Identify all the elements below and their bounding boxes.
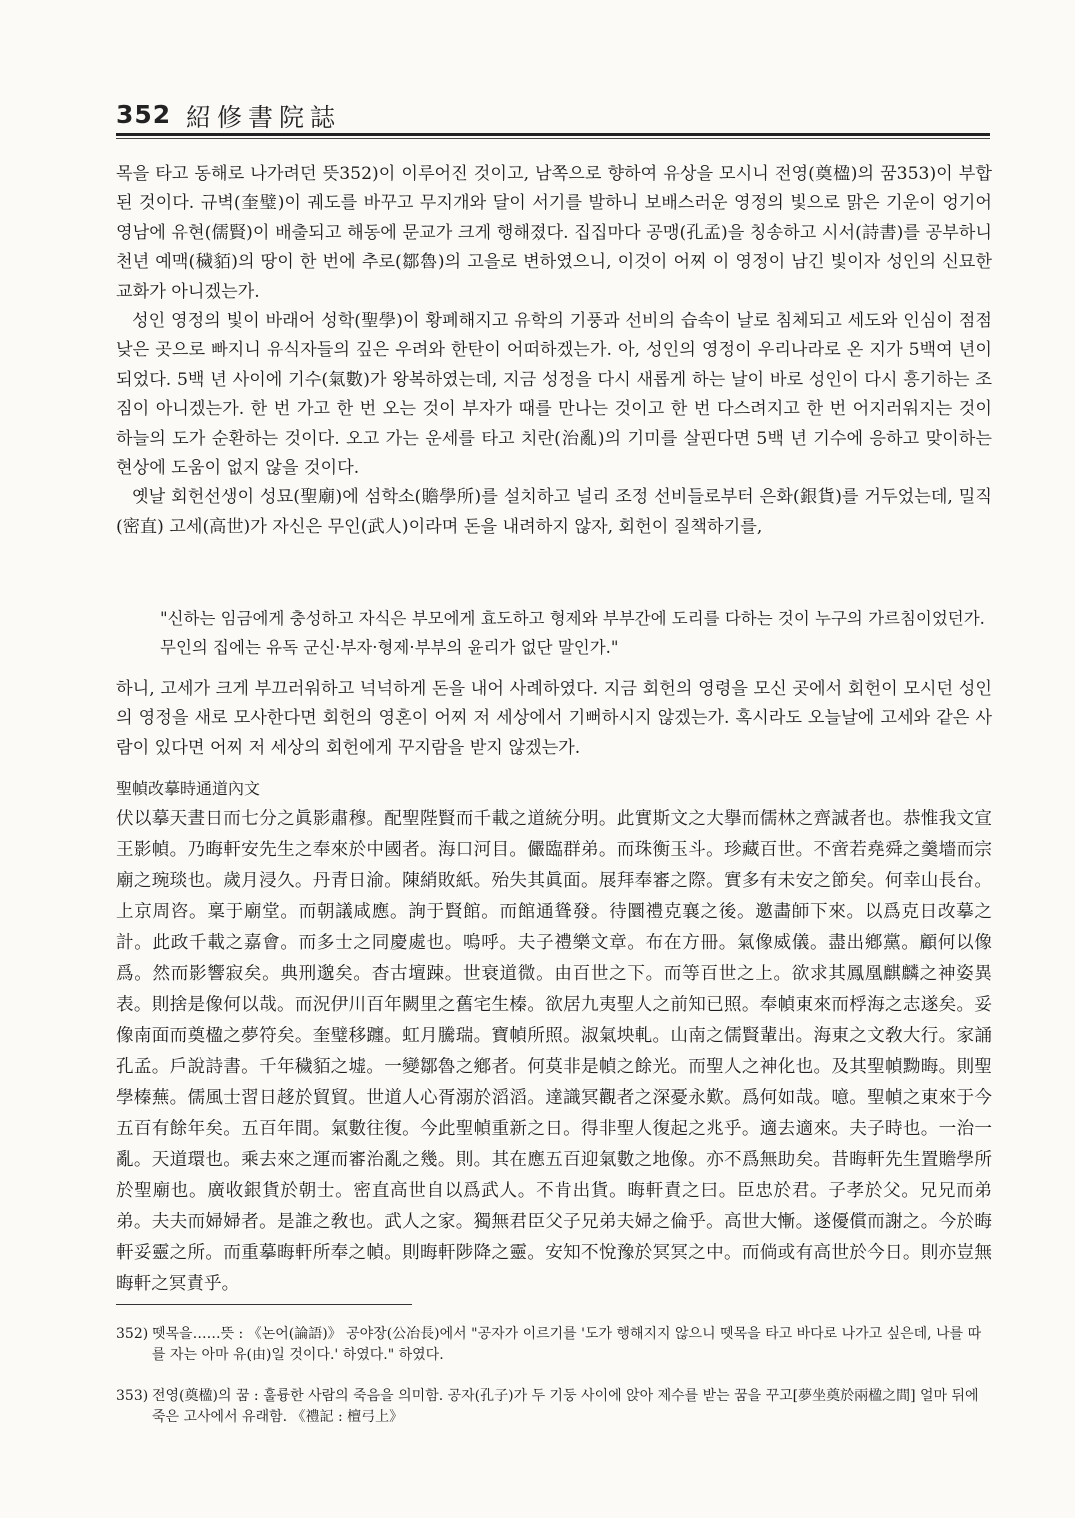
footnote-353 — [116, 1386, 992, 1428]
korean-body-upper — [116, 160, 992, 542]
body-paragraph-4: 하니, 고세가 크게 부끄러워하고 넉넉하게 돈을 내어 사례하였다. 지금 회헌의 영령을 모신 곳에서 회헌이 모시던 성인의 영정을 새로 모사한다면 회헌의 영혼이 어찌 저 세상에서 기뻐하시지 않겠는가. 혹시라도 오늘날에 고세와 같은 사람이 있다면 어찌 저 세상의 회헌에게 꾸지람을 받지 않겠는가. — [116, 679, 992, 758]
classical-heading: 聖幀改摹時通道內文 — [116, 779, 261, 798]
header-rule-thin — [116, 138, 990, 139]
block-quote — [160, 604, 992, 662]
body-paragraph-1: 목을 타고 동해로 나가려던 뜻352)이 이루어진 것이고, 남쪽으로 향하여 유상을 모시니 전영(奠楹)의 꿈353)이 부합된 것이다. 규벽(奎璧)이 궤도를 바꾸고 무지개와 달이 서기를 발하니 보배스러운 영정의 빛으로 맑은 기운이 엉기어 영남에 유현(儒賢)이 배출되고 해동에 문교가 크게 행해졌다. 집집마다 공맹(孔孟)을 칭송하고 시서(詩書)를 공부하니 천년 예맥(穢貊)의 땅이 한 번에 추로(鄒魯)의 고을로 변하였으니, 이것이 어찌 이 영정이 남긴 빛이자 성인의 신묘한 교화가 아니겠는가. — [116, 164, 992, 302]
footnote-352 — [116, 1324, 992, 1366]
book-title: 紹修書院誌 — [186, 103, 342, 132]
footnote-number: 353) — [116, 1388, 149, 1404]
body-paragraph-3: 옛날 회헌선생이 성묘(聖廟)에 섬학소(贍學所)를 설치하고 널리 조정 선비들로부터 은화(銀貨)를 거두었는데, 밀직(密直) 고세(高世)가 자신은 무인(武人)이라며 돈을 내려하지 않자, 회헌이 질책하기를, — [116, 487, 992, 537]
header-rule-thick — [116, 133, 990, 136]
footnote-text: 뗏목을……뜻 : 《논어(論語)》 공야장(公冶長)에서 "공자가 이르기를 '도가 행해지지 않으니 뗏목을 타고 바다로 나가고 싶은데, 나를 따를 자는 아마 유(由)일 것이다.' 하였다." 하였다. — [152, 1326, 982, 1363]
quote-line-1: "신하는 임금에게 충성하고 자식은 부모에게 효도하고 형제와 부부간에 도리를 다하는 것이 누구의 가르침이었던가. — [160, 609, 985, 628]
quote-line-2: 무인의 집에는 유독 군신·부자·형제·부부의 윤리가 없단 말인가." — [160, 638, 619, 657]
page-header — [116, 98, 990, 138]
classical-paragraph: 伏以摹天晝日而七分之眞影肅穆。配聖陛賢而千載之道統分明。此實斯文之大擧而儒林之齊誠者也。恭惟我文宣王影幀。乃晦軒安先生之奉來於中國者。海口河目。儼臨群弟。而珠衡玉斗。珍藏百世。不啻若堯舜之羹墻而宗廟之琬琰也。歲月浸久。丹青日渝。陳綃敗紙。殆失其眞面。展拜奉審之際。實多有未安之節矣。何幸山長台。上京周咨。稟于廟堂。而朝議咸應。詢于賢館。而館通聳發。待圜禮克襄之後。邀畵師下來。以爲克日改摹之計。此政千載之嘉會。而多士之同慶處也。嗚呼。夫子禮樂文章。布在方冊。氣像威儀。盡出鄕黨。顧何以像爲。然而影響寂矣。典刑邈矣。杳古壇踈。世衰道微。由百世之下。而等百世之上。欲求其鳳凰麒麟之神姿異表。則捨是像何以哉。而況伊川百年闕里之舊宅生榛。欲居九夷聖人之前知已照。奉幀東來而桴海之志遂矣。妥像南面而奠楹之夢符矣。奎璧移躔。虹月騰瑞。寶幀所照。淑氣坱軋。山南之儒賢輩出。海東之文敎大行。家誦孔孟。戶說詩書。千年穢貊之墟。一變鄒魯之鄕者。何莫非是幀之餘光。而聖人之神化也。及其聖幀黝晦。則聖學榛蕪。儒風士習日趍於貿貿。世道人心胥溺於滔滔。達識冥觀者之深憂永歎。爲何如哉。噫。聖幀之東來于今五百有餘年矣。五百年間。氣數往復。今此聖幀重新之日。得非聖人復起之兆乎。適去適來。夫子時也。一治一亂。天道環也。乘去來之運而審治亂之幾。則。其在應五百迎氣數之地像。亦不爲無助矣。昔晦軒先生置贍學所於聖廟也。廣收銀貨於朝士。密直高世自以爲武人。不肯出貨。晦軒責之曰。臣忠於君。子孝於父。兄兄而弟弟。夫夫而婦婦者。是誰之敎也。武人之家。獨無君臣父子兄弟夫婦之倫乎。高世大慚。遂優償而謝之。今於晦軒妥靈之所。而重摹晦軒所奉之幀。則晦軒陟降之靈。安知不悅豫於冥冥之中。而倘或有高世於今日。則亦豈無晦軒之冥責乎。 — [116, 809, 992, 1294]
footnote-divider — [116, 1304, 412, 1305]
classical-chinese-text — [116, 804, 992, 1300]
page-number: 352 — [116, 100, 172, 129]
footnote-number: 352) — [116, 1326, 149, 1342]
body-paragraph-2: 성인 영정의 빛이 바래어 성학(聖學)이 황폐해지고 유학의 기풍과 선비의 습속이 날로 침체되고 세도와 인심이 점점 낮은 곳으로 빠지니 유식자들의 깊은 우려와 한탄이 어떠하겠는가. 아, 성인의 영정이 우리나라로 온 지가 5백여 년이 되었다. 5백 년 사이에 기수(氣數)가 왕복하였는데, 지금 성정을 다시 새롭게 하는 날이 바로 성인이 다시 흥기하는 조짐이 아니겠는가. 한 번 가고 한 번 오는 것이 부자가 때를 만나는 것이고 한 번 다스려지고 한 번 어지러워지는 것이 하늘의 도가 순환하는 것이다. 오고 가는 운세를 타고 치란(治亂)의 기미를 살핀다면 5백 년 기수에 응하고 맞이하는 현상에 도움이 없지 않을 것이다. — [116, 311, 992, 479]
korean-body-lower — [116, 675, 992, 763]
footnote-text: 전영(奠楹)의 꿈 : 훌륭한 사람의 죽음을 의미함. 공자(孔子)가 두 기둥 사이에 앉아 제수를 받는 꿈을 꾸고[夢坐奠於兩楹之間] 얼마 뒤에 죽은 고사에서 유래함. 《禮記 : 檀弓上》 — [152, 1388, 979, 1425]
